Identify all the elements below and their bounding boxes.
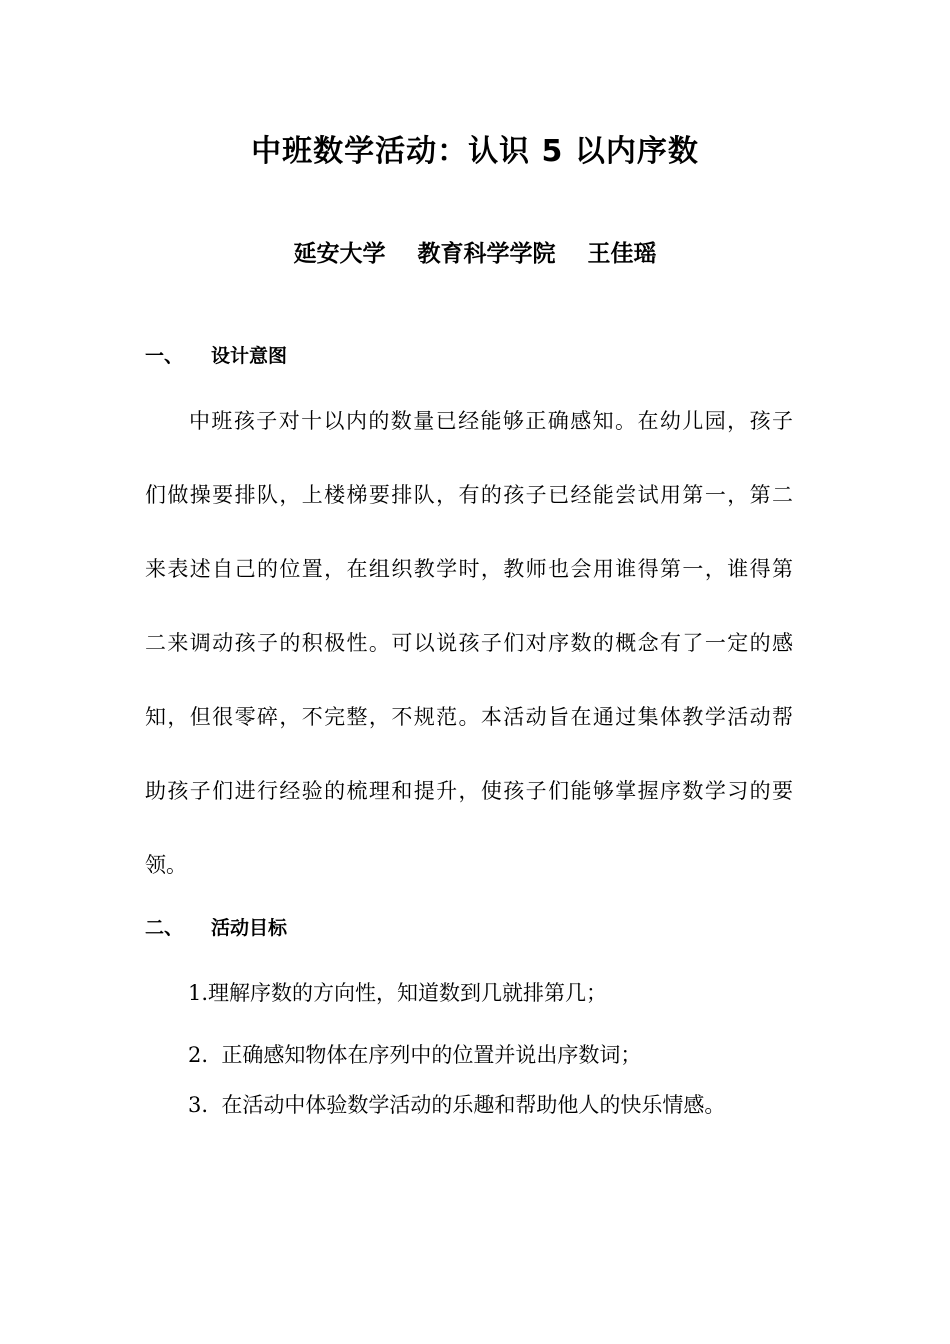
document-title: 中班数学活动：认识 5 以内序数 xyxy=(251,134,699,169)
section-number: 二、 xyxy=(145,917,184,939)
goal-item-1: 1.理解序数的方向性，知道数到几就排第几； xyxy=(188,981,608,1005)
section-title: 设计意图 xyxy=(211,345,288,367)
section-heading-activity-goals xyxy=(145,914,287,942)
section-heading-design-intent xyxy=(145,342,287,370)
section-title: 活动目标 xyxy=(211,917,288,939)
paragraph-line: 们做操要排队，上楼梯要排队，有的孩子已经能尝试用第一，第二 xyxy=(145,483,793,507)
paragraph-line: 领。 xyxy=(145,853,187,877)
paragraph-line: 知，但很零碎，不完整，不规范。本活动旨在通过集体教学活动帮 xyxy=(145,705,793,729)
author-line: 延安大学 教育科学学院 王佳瑶 xyxy=(293,241,657,267)
paragraph-line: 来表述自己的位置，在组织教学时，教师也会用谁得第一，谁得第 xyxy=(145,557,793,581)
paragraph-line: 助孩子们进行经验的梳理和提升，使孩子们能够掌握序数学习的要 xyxy=(145,779,793,803)
paragraph-line: 二来调动孩子的积极性。可以说孩子们对序数的概念有了一定的感 xyxy=(145,631,793,655)
section-number: 一、 xyxy=(145,345,184,367)
goal-item-3: 3. 在活动中体验数学活动的乐趣和帮助他人的快乐情感。 xyxy=(188,1093,726,1117)
paragraph-line: 中班孩子对十以内的数量已经能够正确感知。在幼儿园，孩子 xyxy=(189,409,793,433)
goal-item-2: 2. 正确感知物体在序列中的位置并说出序数词； xyxy=(188,1043,642,1067)
